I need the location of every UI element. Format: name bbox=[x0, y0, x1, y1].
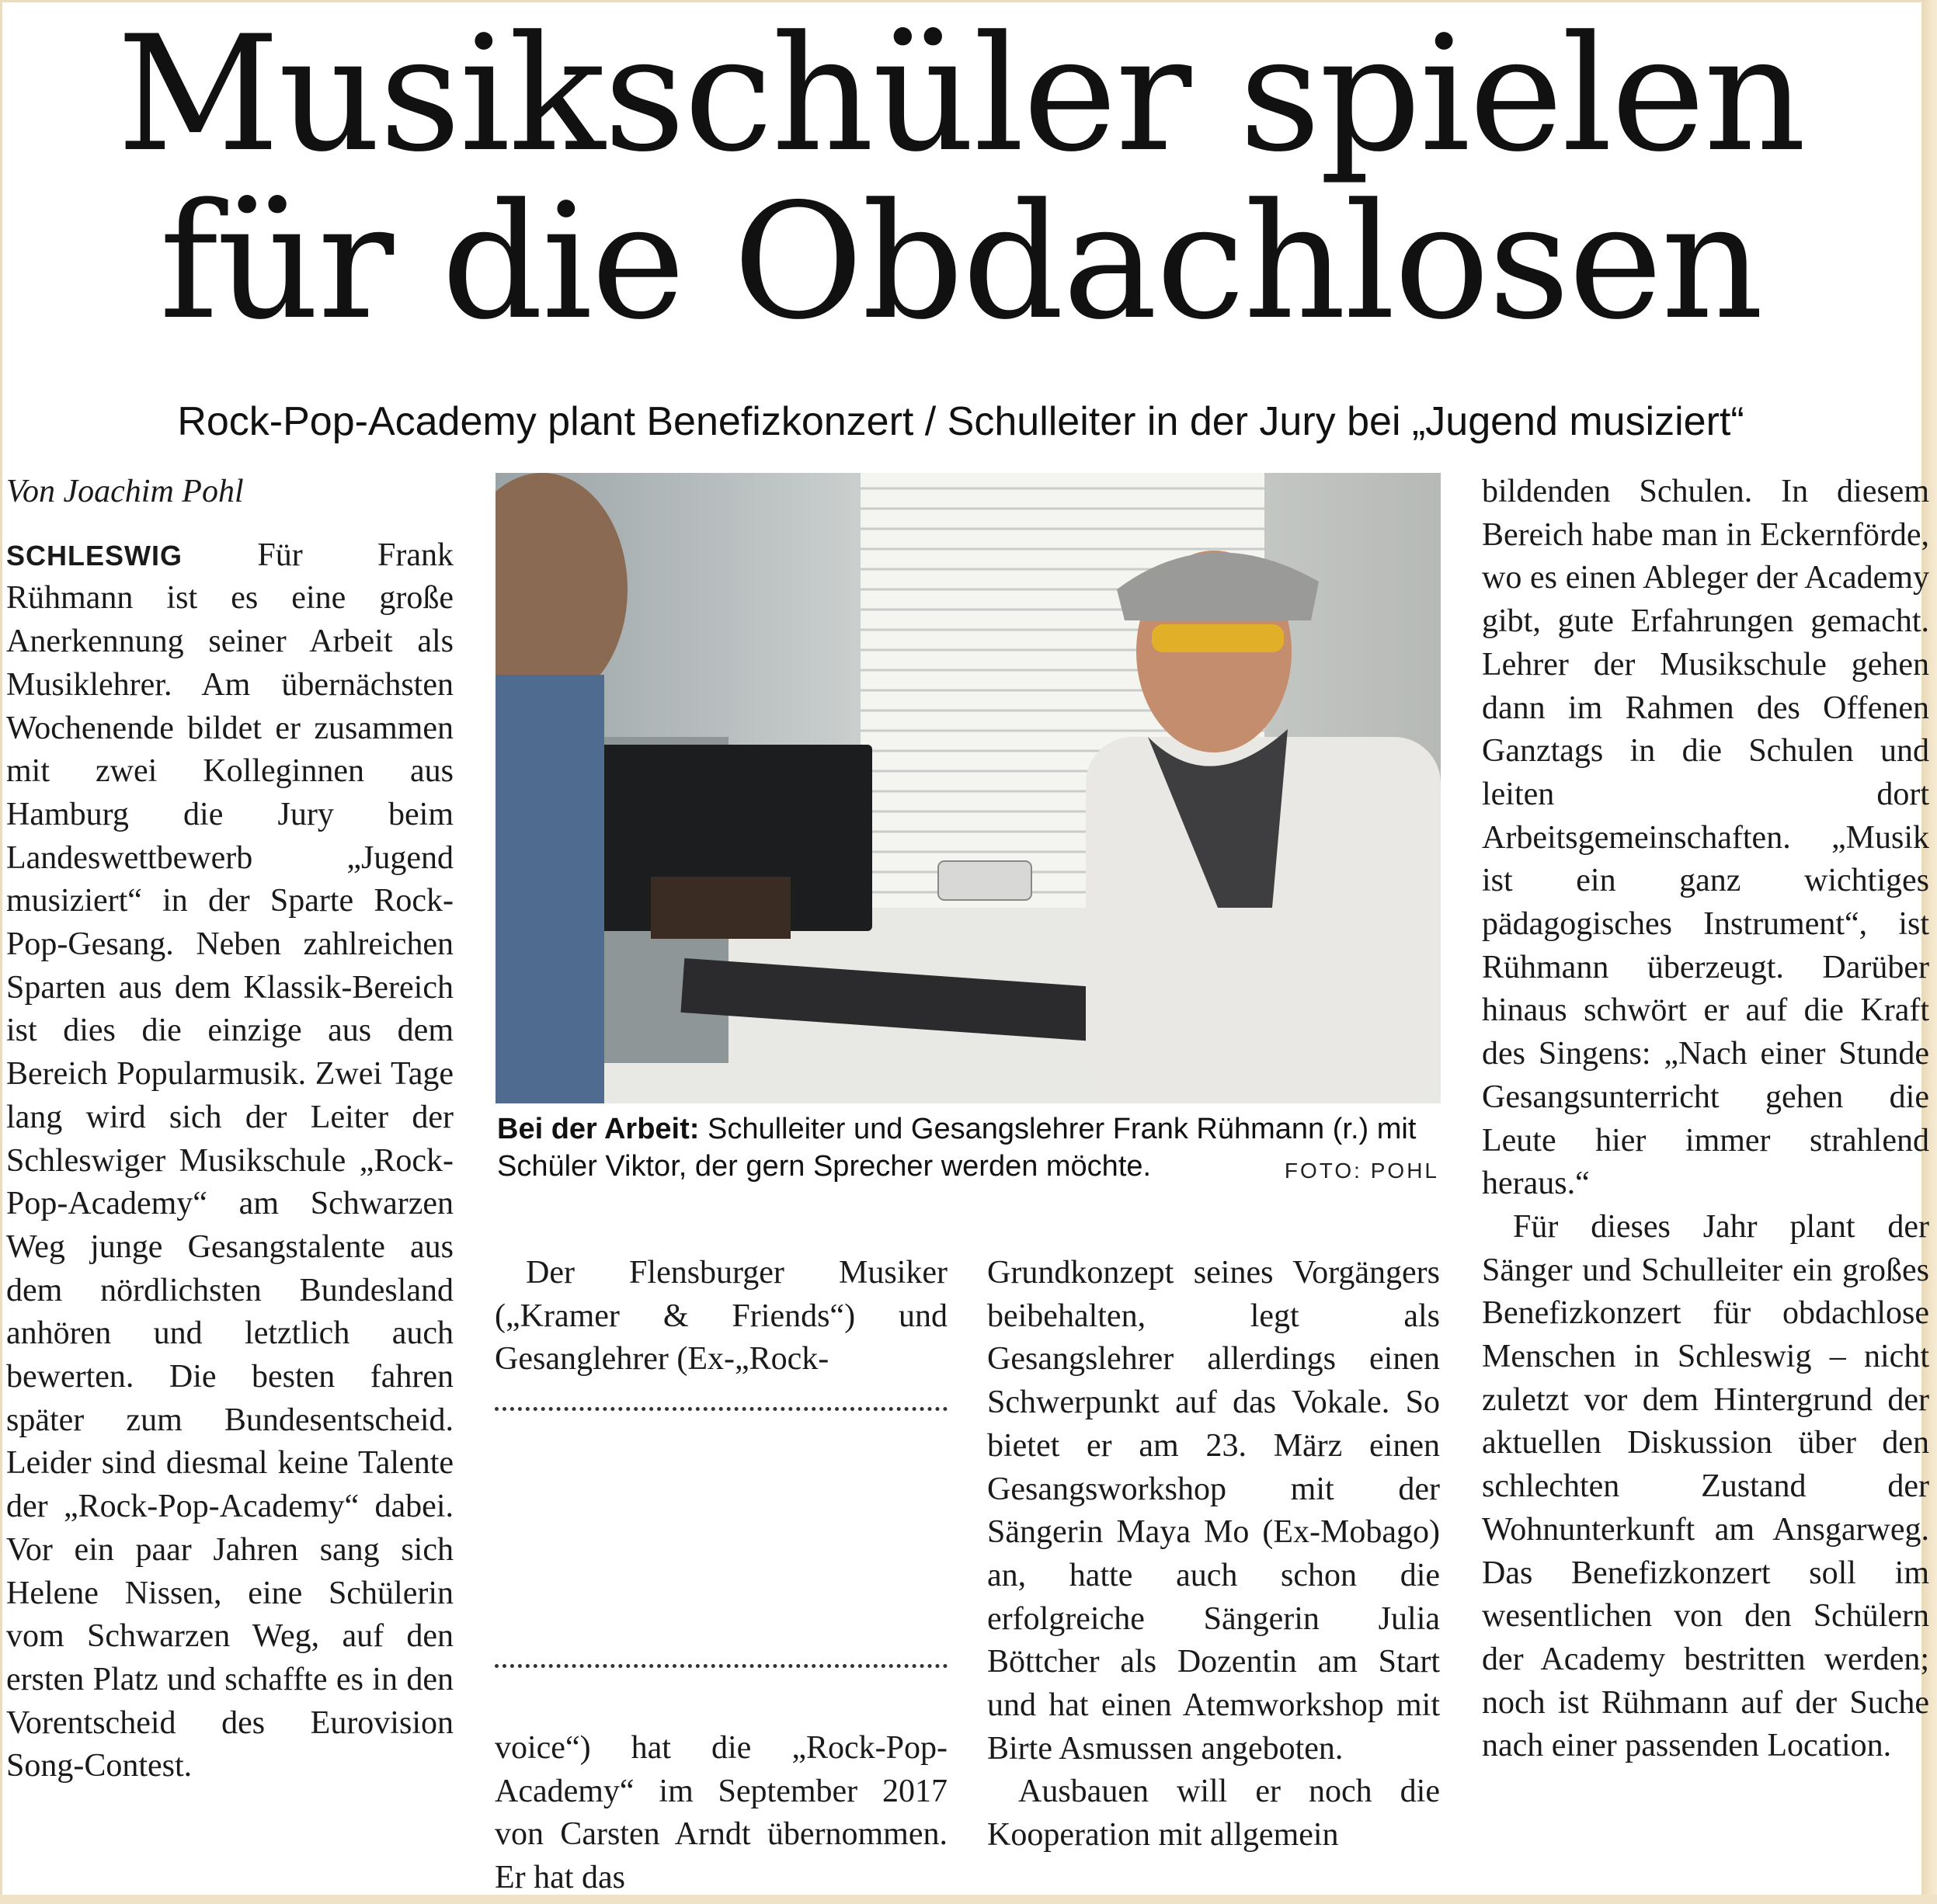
ad-separator-bottom bbox=[495, 1664, 948, 1668]
page-border-bottom bbox=[0, 1895, 1937, 1904]
author-byline: Von Joachim Pohl bbox=[6, 474, 244, 509]
article-paragraph: voice“) hat die „Rock-Pop-Academy“ im September 2017 von Carsten Arndt übernommen. Er hat das bbox=[495, 1730, 948, 1896]
article-photo bbox=[496, 473, 1441, 1103]
article-column-1 bbox=[6, 471, 454, 1788]
article-paragraph: bildenden Schulen. In diesem Bereich habe man in Eckernförde, wo es einen Ableger der Academy gibt, gute Erfahrungen gemacht. Lehrer der Musikschule gehen dann im Rahmen des Offenen Ganztags in die Schulen und leiten dort Arbeitsgemeinschaften. „Musik ist ein ganz wichtiges pädagogisches Instrument“, ist Rühmann überzeugt. Darüber hinaus schwört er auf die Kraft des Singens: „Nach einer Stunde Gesangsunterricht gehen die Leute hier immer strahlend heraus.“ bbox=[1482, 474, 1929, 1202]
article-paragraph: Grundkonzept seines Vorgängers beibehalten, legt als Gesangslehrer allerdings einen Schwerpunkt auf das Vokale. So bietet er am 23. März einen Gesangsworkshop mit der Sängerin Maya Mo (Ex-Mobago) an, hatte auch schon die erfolgreiche Sängerin Julia Böttcher als Dozentin am Start und hat einen Atemworkshop mit Birte Asmussen angeboten. bbox=[987, 1255, 1440, 1767]
headline-line-1: Musikschüler spielen bbox=[116, 2, 1805, 187]
dateline: SCHLESWIG bbox=[6, 539, 183, 572]
article-paragraph bbox=[6, 534, 454, 1788]
caption-text: Schulleiter und Gesangslehrer Frank Rühmann (r.) mit Schüler Viktor, der gern Sprecher werden möchte. bbox=[497, 1113, 1417, 1183]
photo-telephone bbox=[938, 861, 1031, 900]
caption-lead: Bei der Arbeit: bbox=[497, 1113, 700, 1145]
article-column-4 bbox=[1482, 471, 1929, 1768]
headline-line-2: für die Obdachlosen bbox=[159, 170, 1762, 355]
photo-illustration bbox=[496, 473, 1441, 1103]
ad-separator-top bbox=[495, 1407, 948, 1411]
article-column-2-top bbox=[495, 1252, 948, 1381]
photo-credit: FOTO: POHL bbox=[1284, 1159, 1439, 1183]
photo-caption bbox=[497, 1110, 1439, 1190]
subheadline: Rock-Pop-Academy plant Benefizkonzert / Schulleiter in der Jury bei „Jugend musiziert“ bbox=[177, 399, 1744, 444]
article-paragraph: Der Flensburger Musiker („Kramer & Friends“) und Gesanglehrer (Ex-„Rock- bbox=[495, 1255, 948, 1378]
article-paragraph: Für dieses Jahr plant der Sänger und Schulleiter ein großes Benefizkonzert für obdachlose Menschen in Schleswig – nicht zuletzt vor dem Hintergrund der aktuellen Diskussion über den schlechten Zustand der Wohnunterkunft am Ansgarweg. Das Benefizkonzert soll im wesentlichen von den Schülern der Academy bestritten werden; noch ist Rühmann auf der Suche nach einer passenden Location. bbox=[1482, 1208, 1929, 1764]
article-column-3 bbox=[987, 1252, 1440, 1857]
article-text: Für Frank Rühmann ist es eine große Anerkennung seiner Arbeit als Musiklehrer. Am übernächsten Wochenende bildet er zusammen mit zwei Kolleginnen aus Hamburg die Jury beim Landeswettbewerb „Jugend musiziert“ in der Sparte Rock-Pop-Gesang. Neben zahlreichen Sparten aus dem Klassik-Bereich ist dies die einzige aus dem Bereich Popularmusik. Zwei Tage lang wird sich der Leiter der Schleswiger Musikschule „Rock-Pop-Academy“ am Schwarzen Weg junge Gesangstalente aus dem nördlichsten Bundesland anhören und letztlich auch bewerten. Die besten fahren später zum Bundesentscheid. Leider sind diesmal keine Talente der „Rock-Pop-Academy“ dabei. Vor ein paar Jahren sang sich Helene Nissen, eine Schülerin vom Schwarzen Weg, auf den ersten Platz und schaffte es in den Vorentscheid des Eurovision Song-Contest. bbox=[6, 537, 454, 1784]
photo-mixer bbox=[651, 877, 791, 939]
article-column-2-bottom bbox=[495, 1727, 948, 1900]
article-paragraph: Ausbauen will er noch die Kooperation mit allgemein bbox=[987, 1774, 1440, 1854]
